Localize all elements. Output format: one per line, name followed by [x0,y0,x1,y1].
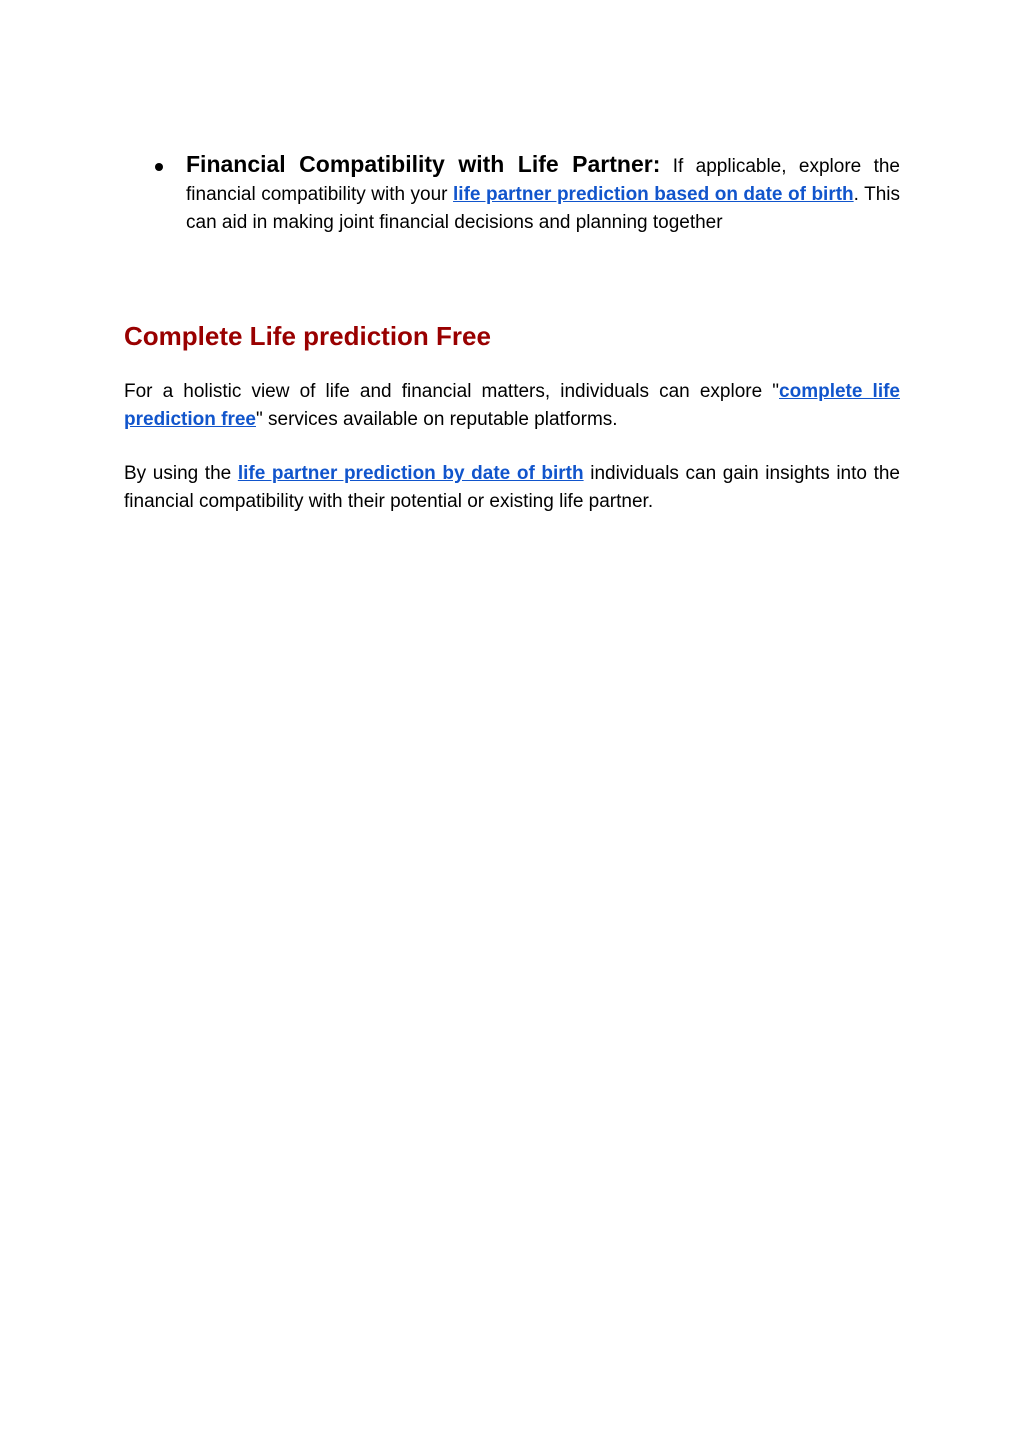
life-partner-prediction-by-dob-link[interactable]: life partner prediction by date of birth [237,463,584,484]
paragraph2-text-before-link: By using the [124,463,238,484]
paragraph2-text-after-link: individuals can gain insights into the financial compatibility with their potential or existing life partner. [124,463,900,512]
paragraph-life-partner-prediction [124,460,900,516]
paragraph1-text-before-link: For a holistic view of life and financial matters, individuals can explore " [124,381,780,402]
complete-life-prediction-free-link[interactable]: complete life prediction free [124,381,900,430]
bullet-text-before-link: If applicable, explore the financial compatibility with your [186,156,900,205]
life-partner-prediction-dob-link[interactable]: life partner prediction based on date of birth [453,184,854,205]
bullet-dot-icon [155,163,163,171]
section-heading: Complete Life prediction Free [124,321,491,351]
bullet-list [124,150,900,237]
paragraph1-text-after-link: " services available on reputable platforms. [255,409,618,430]
paragraph-complete-life-prediction [124,378,900,434]
bullet-title: Financial Compatibility with Life Partner: [186,151,661,177]
list-item [124,150,900,237]
bullet-text-after-link: . This can aid in making joint financial decisions and planning together [186,184,900,233]
